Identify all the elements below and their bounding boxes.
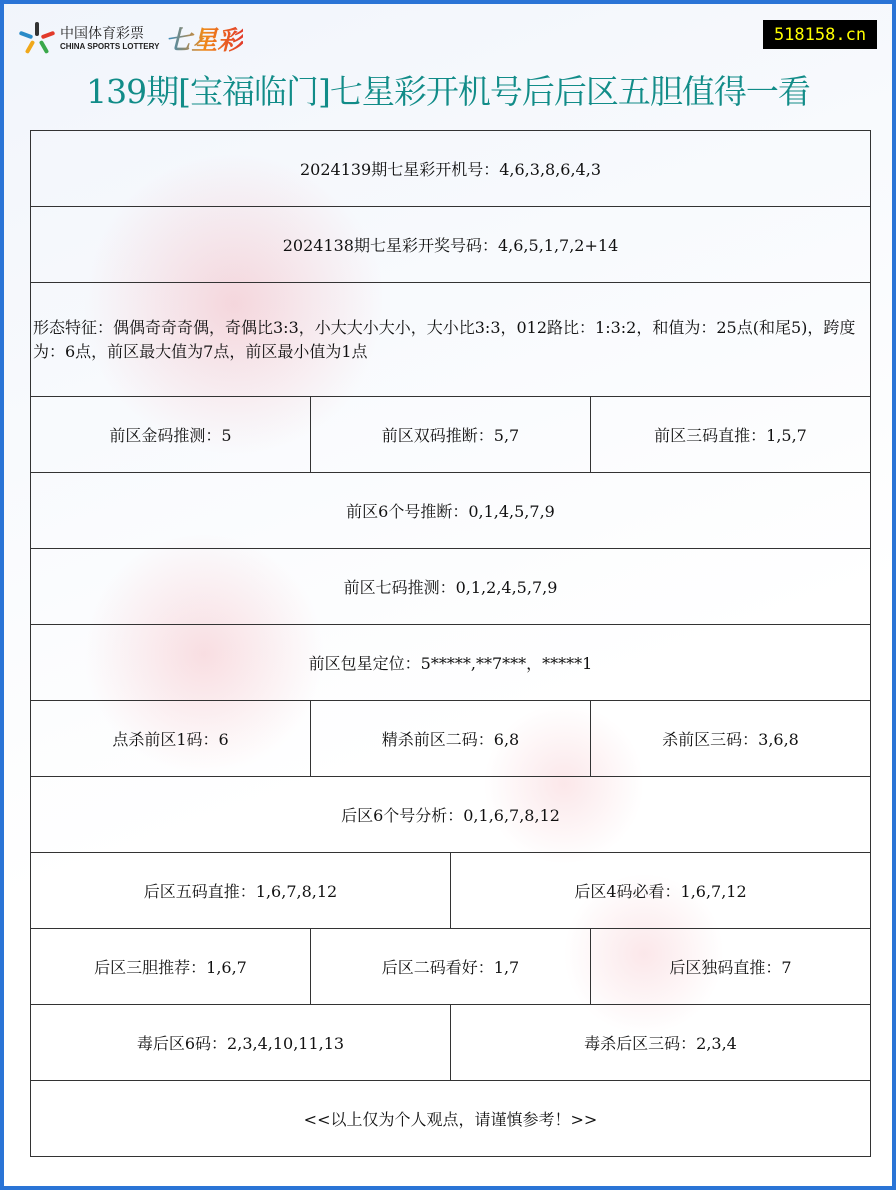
table-cell: 杀前区三码：3,6,8 (591, 701, 871, 777)
table-cell: 后区三胆推荐：1,6,7 (31, 929, 311, 1005)
table-row (31, 1005, 871, 1081)
table-cell: 毒杀后区三码：2,3,4 (451, 1005, 871, 1081)
table-cell: 前区七码推测：0,1,2,4,5,7,9 (31, 549, 871, 625)
table-row (31, 397, 871, 473)
table-cell: 前区包星定位：5*****,**7***，*****1 (31, 625, 871, 701)
table-cell: 前区双码推断：5,7 (311, 397, 591, 473)
table-cell: 后区独码直推：7 (591, 929, 871, 1005)
table-row (31, 701, 871, 777)
table-row (31, 1081, 871, 1157)
lottery-star-icon (20, 22, 54, 56)
china-sports-lottery-logo (20, 20, 243, 57)
table-cell: 前区6个号推断：0,1,4,5,7,9 (31, 473, 871, 549)
table-cell: 2024139期七星彩开机号：4,6,3,8,6,4,3 (31, 131, 871, 207)
table-row (31, 777, 871, 853)
table-row (31, 131, 871, 207)
table-cell: 前区三码直推：1,5,7 (591, 397, 871, 473)
logo-game-text: 七星彩 (165, 20, 243, 57)
table-cell: 毒后区6码：2,3,4,10,11,13 (31, 1005, 451, 1081)
table-cell: 点杀前区1码：6 (31, 701, 311, 777)
logo-cn-text: 中国体育彩票 (60, 26, 144, 42)
table-row (31, 853, 871, 929)
table-row (31, 929, 871, 1005)
table-cell: 2024138期七星彩开奖号码：4,6,5,1,7,2+14 (31, 207, 871, 283)
table-cell: 后区五码直推：1,6,7,8,12 (31, 853, 451, 929)
table-row (31, 549, 871, 625)
table-row (31, 283, 871, 397)
table-cell: 精杀前区二码：6,8 (311, 701, 591, 777)
table-cell: 前区金码推测：5 (31, 397, 311, 473)
table-row (31, 207, 871, 283)
table-cell: <<以上仅为个人观点，请谨慎参考！>> (31, 1081, 871, 1157)
site-badge[interactable]: 518158.cn (763, 20, 877, 49)
page-title: 139期[宝福临门]七星彩开机号后后区五胆值得一看 (86, 72, 810, 111)
table-cell: 后区二码看好：1,7 (311, 929, 591, 1005)
table-cell: 后区6个号分析：0,1,6,7,8,12 (31, 777, 871, 853)
table-row (31, 625, 871, 701)
logo-en-text: CHINA SPORTS LOTTERY (60, 42, 160, 51)
prediction-table (30, 130, 871, 1157)
table-cell: 后区4码必看：1,6,7,12 (451, 853, 871, 929)
table-row (31, 473, 871, 549)
table-cell: 形态特征：偶偶奇奇奇偶，奇偶比3:3，小大大小大小，大小比3:3，012路比：1:3:2，和值为：25点(和尾5)，跨度为：6点，前区最大值为7点，前区最小值为1点 (31, 283, 871, 397)
